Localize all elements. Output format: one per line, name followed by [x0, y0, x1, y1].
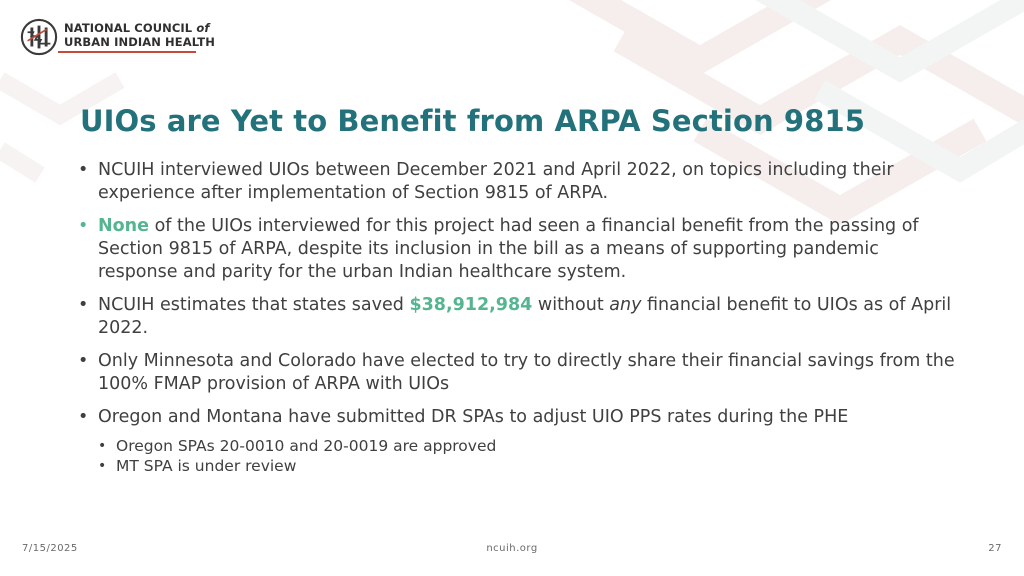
- bullet-item: [78, 215, 958, 284]
- sub-bullet-dot-icon: •: [98, 438, 107, 454]
- bullet-dot-icon: •: [78, 160, 89, 180]
- ncuih-logo-emblem-icon: [20, 18, 58, 56]
- bullet-text: Only Minnesota and Colorado have elected to try to directly share their financial savings from the 100% FMAP provision of ARPA with UIOs: [98, 351, 955, 394]
- logo-text: [64, 21, 215, 49]
- bullet-text-mid: without: [532, 295, 610, 315]
- footer-date: 7/15/2025: [22, 543, 78, 554]
- logo-underline: [58, 51, 196, 53]
- footer-page-number: 27: [988, 543, 1002, 554]
- footer-site: ncuih.org: [486, 543, 538, 554]
- slide-title: UIOs are Yet to Benefit from ARPA Section 9815: [80, 104, 866, 138]
- bullet-item: [78, 406, 958, 429]
- bullet-item: [78, 159, 958, 205]
- logo-of: of: [196, 21, 210, 35]
- bullet-text: NCUIH interviewed UIOs between December 2021 and April 2022, on topics including their experience after implementation of Section 9815 of ARPA.: [98, 160, 894, 203]
- bullet-item: [78, 294, 958, 340]
- bullet-item: [78, 350, 958, 396]
- sub-bullet-text: Oregon SPAs 20-0010 and 20-0019 are approved: [116, 437, 497, 455]
- sub-bullet-dot-icon: •: [98, 458, 107, 474]
- sub-bullet-text: MT SPA is under review: [116, 457, 297, 475]
- bullet-text: of the UIOs interviewed for this project had seen a financial benefit from the passing of Section 9815 of ARPA, despite its inclusion in the bill as a means of supporting pandemic response and parity for the urban Indian healthcare system.: [98, 216, 919, 282]
- logo-line-1: NATIONAL COUNCIL: [64, 21, 193, 35]
- bullet-highlight: None: [98, 216, 149, 236]
- sub-bullet-item: [78, 453, 958, 479]
- ncuih-logo[interactable]: [20, 18, 215, 56]
- bullet-text-pre: NCUIH estimates that states saved: [98, 295, 410, 315]
- bullet-dot-icon: •: [78, 407, 89, 427]
- bullet-list: [78, 159, 958, 479]
- logo-line-2: URBAN INDIAN HEALTH: [64, 35, 215, 49]
- bullet-text: Oregon and Montana have submitted DR SPAs to adjust UIO PPS rates during the PHE: [98, 407, 849, 427]
- bullet-italic: any: [609, 295, 642, 315]
- savings-amount: $38,912,984: [409, 295, 533, 315]
- bullet-dot-icon: •: [78, 216, 89, 236]
- bullet-dot-icon: •: [78, 351, 89, 371]
- bullet-text-post: financial benefit to UIOs as of April 2022.: [98, 295, 952, 338]
- bullet-dot-icon: •: [78, 295, 89, 315]
